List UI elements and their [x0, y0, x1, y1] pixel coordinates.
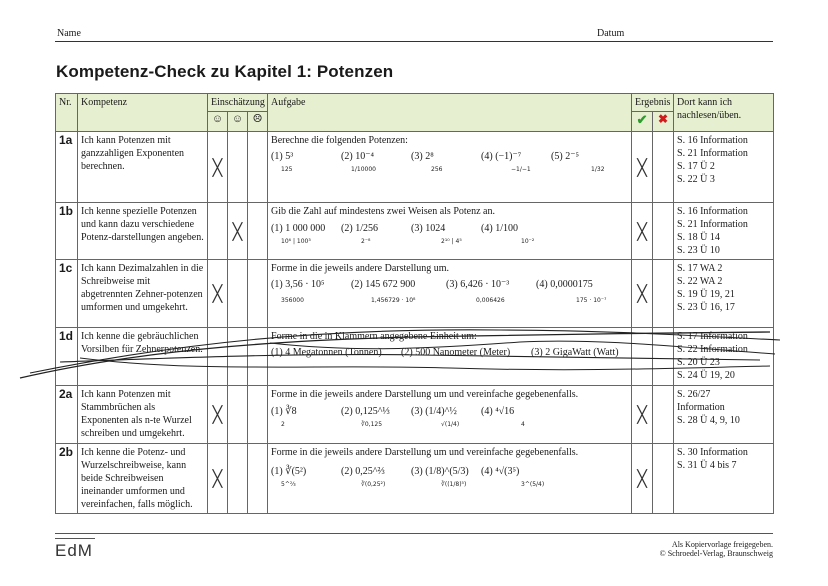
row-number: 1b: [56, 203, 78, 260]
nachlesen-ref: S. 22 Information: [677, 344, 748, 355]
nachlesen-cell: [674, 386, 774, 444]
competence-table: [55, 93, 774, 514]
einschaetzung-bad-cell[interactable]: [248, 132, 268, 203]
aufgabe-item: (2) 0,25^⅔: [341, 466, 385, 477]
aufgabe-item: (1) 3,56 · 10⁵: [271, 279, 325, 290]
aufgabe-cell: [268, 203, 632, 260]
aufgabe-cell: [268, 386, 632, 444]
handwritten-answer: 1/10000: [351, 166, 376, 173]
nachlesen-ref: S. 17 WA 2: [677, 263, 723, 274]
footer-line-2: © Schroedel-Verlag, Braunschweig: [659, 549, 773, 558]
smiley-sad-icon: ☹: [248, 112, 268, 132]
col-einschaetzung-header: Einschätzung: [208, 94, 268, 112]
nachlesen-ref: S. 30 Information: [677, 447, 748, 458]
aufgabe-item: (2) 0,125^⅓: [341, 406, 390, 417]
nachlesen-ref: S. 16 Information: [677, 206, 748, 217]
scribble-strikethrough-icon: [0, 318, 828, 393]
kompetenz-text: Ich kann Dezimalzahlen in die Schreibweise mit abgetrennten Zehner-potenzen umformen und umgekehrt.: [78, 260, 208, 328]
handwritten-answer: 10⁻²: [521, 238, 535, 245]
handwritten-answer: 2¹⁰ | 4⁵: [441, 238, 462, 245]
cross-icon: ✖: [653, 112, 674, 132]
ergebnis-wrong-cell[interactable]: [653, 203, 674, 260]
ergebnis-right-mark[interactable]: ╳: [632, 386, 653, 444]
smiley-good-icon: ☺: [208, 112, 228, 132]
kompetenz-text: Ich kann Potenzen mit Stammbrüchen als Exponenten als n-te Wurzel schreiben und umgekehrt.: [78, 386, 208, 444]
row-number: 2b: [56, 444, 78, 514]
row-number: 2a: [56, 386, 78, 444]
handwritten-answer: 10⁶ | 100³: [281, 238, 311, 245]
smiley-neutral-icon: ☺: [228, 112, 248, 132]
einschaetzung-neutral-cell[interactable]: [228, 132, 248, 203]
table-row-1b: [56, 203, 774, 260]
einschaetzung-good-mark[interactable]: ╳: [208, 444, 228, 514]
kompetenz-text: Ich kann Potenzen mit ganzzahligen Exponenten berechnen.: [78, 132, 208, 203]
aufgabe-item: (3) 2⁸: [411, 151, 434, 162]
aufgabe-item: (2) 500 Nanometer (Meter): [401, 347, 511, 358]
einschaetzung-bad-cell[interactable]: [248, 444, 268, 514]
einschaetzung-neutral-mark[interactable]: ╳: [228, 203, 248, 260]
nachlesen-ref: S. 19 Ü 19, 21: [677, 289, 735, 300]
ergebnis-right-mark[interactable]: ╳: [632, 260, 653, 328]
aufgabe-item: (1) 1 000 000: [271, 223, 326, 234]
handwritten-answer: 2⁻⁸: [361, 238, 371, 245]
nachlesen-ref: S. 21 Information: [677, 219, 748, 230]
aufgabe-item: (4) (−1)⁻⁷: [481, 151, 522, 162]
aufgabe-intro: Forme in die jeweils andere Darstellung um.: [271, 263, 450, 274]
handwritten-answer: 1,456729 · 10⁸: [371, 297, 416, 304]
einschaetzung-bad-cell[interactable]: [248, 386, 268, 444]
handwritten-answer: √(1/4): [441, 421, 460, 428]
kompetenz-text: Ich kenne die gebräuchlichen Vorsilben für Zehnerpotenzen.: [78, 328, 208, 386]
aufgabe-intro: Gib die Zahl auf mindestens zwei Weisen als Potenz an.: [271, 206, 495, 217]
nachlesen-ref: S. 28 Ü 4, 9, 10: [677, 415, 740, 426]
aufgabe-intro: Berechne die folgenden Potenzen:: [271, 135, 408, 146]
aufgabe-item: (4) ⁴√(3⁵): [481, 466, 520, 477]
handwritten-answer: ∛(0,25²): [361, 481, 386, 488]
aufgabe-item: (2) 145 672 900: [351, 279, 416, 290]
einschaetzung-good-mark[interactable]: ╳: [208, 386, 228, 444]
aufgabe-item: (1) 5³: [271, 151, 294, 162]
nachlesen-ref: S. 31 Ü 4 bis 7: [677, 460, 737, 471]
aufgabe-item: (4) ⁴√16: [481, 406, 515, 417]
aufgabe-item: (3) 1024: [411, 223, 446, 234]
handwritten-answer: 175 · 10⁻⁷: [576, 297, 607, 304]
table-row-1a: [56, 132, 774, 203]
col-nr-header: Nr.: [56, 94, 78, 132]
aufgabe-item: (3) 6,426 · 10⁻³: [446, 279, 510, 290]
nachlesen-cell: [674, 132, 774, 203]
page-title: Kompetenz-Check zu Kapitel 1: Potenzen: [56, 62, 394, 81]
einschaetzung-neutral-cell[interactable]: [228, 386, 248, 444]
name-label: Name: [57, 28, 81, 39]
aufgabe-item: (3) (1/4)^½: [411, 406, 457, 417]
handwritten-answer: ∛((1/8)⁵): [441, 481, 467, 488]
ergebnis-wrong-cell[interactable]: [653, 444, 674, 514]
handwritten-answer: ∛0,125: [361, 421, 383, 428]
edm-logo: EdM: [55, 538, 95, 561]
einschaetzung-bad-cell[interactable]: [248, 203, 268, 260]
nachlesen-ref: S. 22 WA 2: [677, 276, 723, 287]
einschaetzung-neutral-cell[interactable]: [228, 444, 248, 514]
row-number: 1a: [56, 132, 78, 203]
footer-line-1: Als Kopiervorlage freigegeben.: [671, 540, 773, 549]
handwritten-answer: 256: [431, 166, 443, 173]
handwritten-answer: 1/32: [591, 166, 605, 173]
nachlesen-cell: [674, 444, 774, 514]
aufgabe-cell: [268, 444, 632, 514]
nachlesen-ref: S. 17 Information: [677, 331, 748, 342]
aufgabe-intro: Forme in die jeweils andere Darstellung um und vereinfache gegebenenfalls.: [271, 447, 579, 458]
aufgabe-intro: Forme in die in Klammern angegebene Einheit um:: [271, 331, 477, 342]
aufgabe-item: (3) 2 GigaWatt (Watt): [531, 347, 619, 358]
col-nachlesen-header: Dort kann ich nachlesen/üben.: [674, 94, 774, 132]
aufgabe-item: (3) (1/8)^(5/3): [411, 466, 469, 477]
nachlesen-ref: S. 20 Ü 23: [677, 357, 720, 368]
date-label: Datum: [597, 28, 625, 39]
nachlesen-ref: S. 24 Ü 19, 20: [677, 370, 735, 381]
handwritten-answer: 125: [281, 166, 293, 173]
header-rule: [55, 41, 773, 42]
table-row-2b: [56, 444, 774, 514]
nachlesen-ref: S. 18 Ü 14: [677, 232, 720, 243]
aufgabe-item: (1) ∛(5²): [271, 466, 307, 477]
aufgabe-item: (2) 1/256: [341, 223, 378, 234]
nachlesen-ref: S. 21 Information: [677, 148, 748, 159]
handwritten-answer: 2: [281, 421, 285, 428]
col-kompetenz-header: Kompetenz: [78, 94, 208, 132]
kompetenz-text: Ich kenne die Potenz- und Wurzelschreibweise, kann beide Schreibweisen ineinander umformen und vereinfachen, falls möglich.: [78, 444, 208, 514]
col-aufgabe-header: Aufgabe: [268, 94, 632, 132]
footer-rule: [55, 533, 773, 534]
aufgabe-cell: [268, 132, 632, 203]
handwritten-answer: 3^(5/4): [521, 481, 545, 488]
einschaetzung-good-cell[interactable]: [208, 203, 228, 260]
row-number: 1c: [56, 260, 78, 328]
footer-copyright: [660, 540, 773, 558]
handwritten-answer: −1/−1: [511, 166, 531, 173]
nachlesen-ref: S. 17 Ü 2: [677, 161, 715, 172]
kompetenz-text: Ich kenne spezielle Potenzen und kann dazu verschiedene Potenz-darstellungen angeben.: [78, 203, 208, 260]
handwritten-answer: 5^⅔: [281, 481, 296, 488]
handwritten-answer: 0,006426: [476, 297, 505, 304]
ergebnis-right-mark[interactable]: ╳: [632, 203, 653, 260]
nachlesen-ref: S. 26/27: [677, 389, 711, 400]
nachlesen-cell: [674, 203, 774, 260]
aufgabe-item: (1) ∛8: [271, 406, 297, 417]
nachlesen-ref: Information: [677, 402, 725, 413]
nachlesen-ref: S. 16 Information: [677, 135, 748, 146]
ergebnis-wrong-cell[interactable]: [653, 386, 674, 444]
col-ergebnis-header: Ergebnis: [632, 94, 674, 112]
check-icon: ✔: [632, 112, 653, 132]
einschaetzung-good-mark[interactable]: ╳: [208, 132, 228, 203]
aufgabe-item: (5) 2⁻⁵: [551, 151, 579, 162]
nachlesen-ref: S. 23 Ü 10: [677, 245, 720, 256]
aufgabe-intro: Forme in die jeweils andere Darstellung um und vereinfache gegebenenfalls.: [271, 389, 579, 400]
handwritten-answer: 4: [521, 421, 525, 428]
aufgabe-item: (2) 10⁻⁴: [341, 151, 374, 162]
aufgabe-item: (4) 0,0000175: [536, 279, 593, 290]
ergebnis-wrong-cell[interactable]: [653, 132, 674, 203]
ergebnis-right-mark[interactable]: ╳: [632, 444, 653, 514]
row-number: 1d: [56, 328, 78, 386]
aufgabe-item: (1) 4 Megatonnen (Tonnen): [271, 347, 382, 358]
table-row-2a: [56, 386, 774, 444]
aufgabe-item: (4) 1/100: [481, 223, 518, 234]
handwritten-answer: 356000: [281, 297, 304, 304]
nachlesen-ref: S. 23 Ü 16, 17: [677, 302, 735, 313]
nachlesen-ref: S. 22 Ü 3: [677, 174, 715, 185]
einschaetzung-good-mark[interactable]: ╳: [208, 260, 228, 328]
ergebnis-right-mark[interactable]: ╳: [632, 132, 653, 203]
